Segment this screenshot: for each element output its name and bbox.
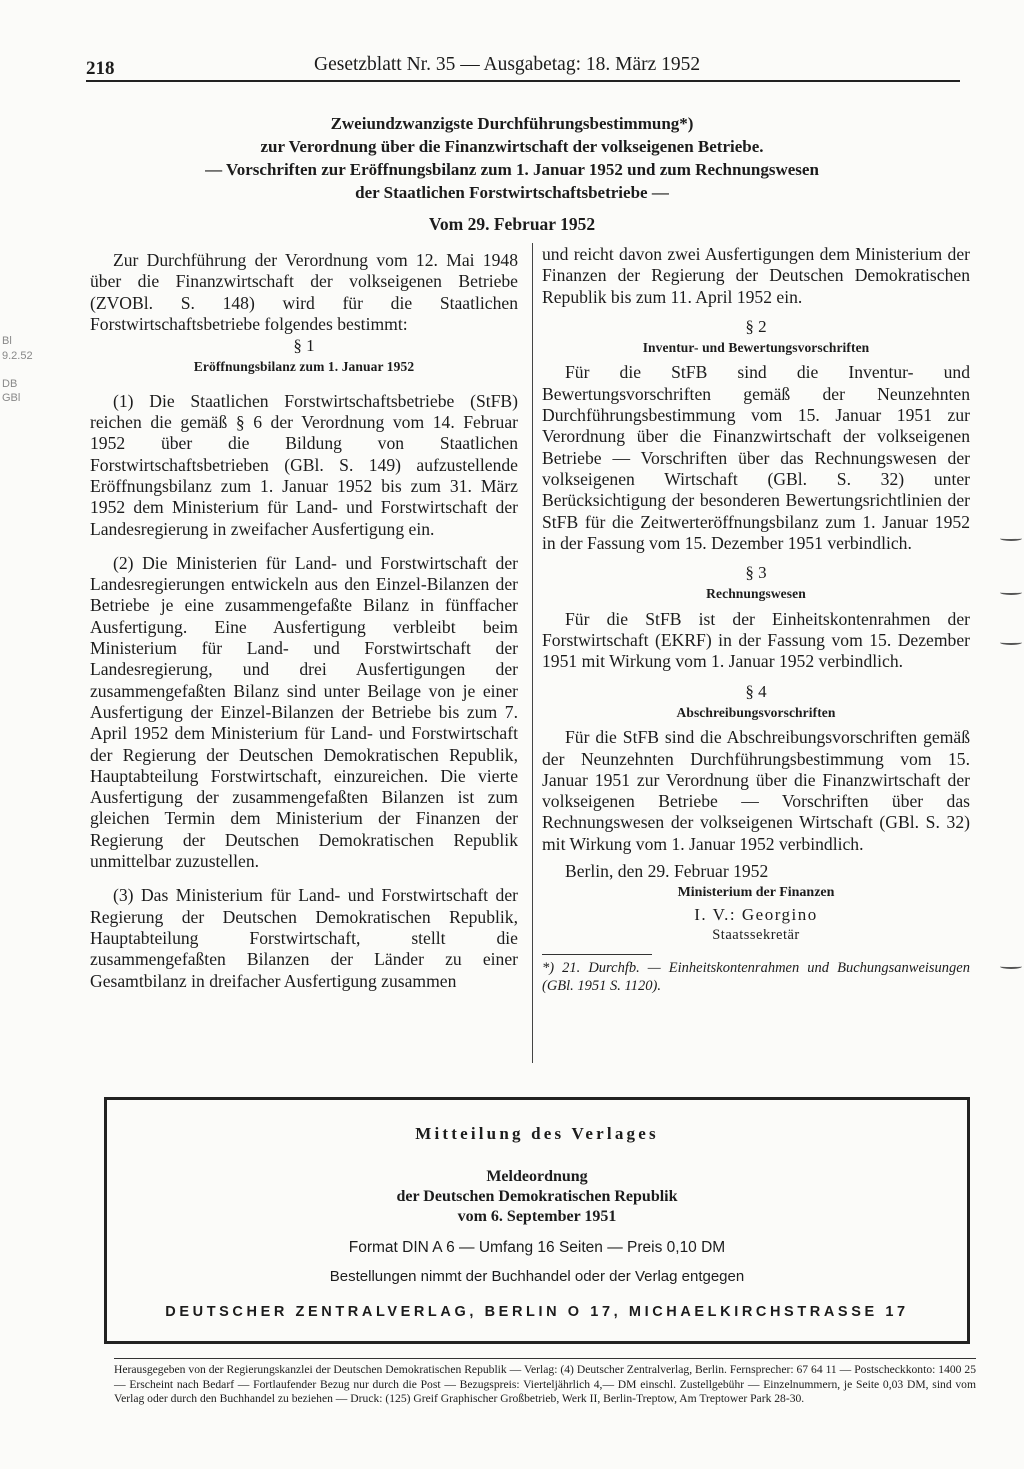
pencil-mark (1000, 536, 1022, 541)
title-line-2: zur Verordnung über die Finanzwirtschaft der volkseigenen Betriebe. (260, 137, 764, 156)
section-4-text: Für die StFB sind die Abschreibungsvorschriften gemäß der Neunzehnten Durchführungsbestimmung vom 15. Januar 1951 zur Verordnung über die Finanzwirtschaft der volkseigenen Betriebe — Vorschriften über das Rechnungswesen der volkseigenen Wirtschaft (GBl. S. 32) mit Wirkung vom 1. Januar 1952 verbindlich. (542, 727, 970, 854)
publisher-notice-box (104, 1097, 970, 1344)
footnote: *) 21. Durchfb. — Einheitskontenrahmen und Buchungsanweisungen (GBl. 1951 S. 1120). (542, 960, 970, 995)
signature-name: I. V.: Georgino (694, 904, 818, 924)
running-title: Gesetzblatt Nr. 35 — Ausgabetag: 18. März 1952 (314, 54, 701, 75)
section-3-number: § 3 (745, 563, 767, 583)
page-number: 218 (86, 58, 115, 79)
title-line-4: der Staatlichen Forstwirtschaftsbetriebe — (355, 183, 669, 202)
section-4-number: § 4 (745, 681, 767, 701)
section-1-paragraph-2: (2) Die Ministerien für Land- und Forstwirtschaft der Landesregierungen entwickeln aus den Einzel-Bilanzen der Betriebe je eine zusammengefaßte Bilanz in fünffacher Ausfertigung. Eine Ausfertigung verbleibt beim Ministerium für Land- und Forstwirtschaft der Landesregierung, und drei Ausfertigungen der zusammengefaßten Bilanz sind unter Beilage von je einer Ausfertigung der Einzel-Bilanzen der Betriebe bis zum 7. April 1952 dem Ministerium für Land- und Forstwirtschaft der Regierung der Deutschen Demokratischen Republik, Hauptabteilung Forstwirtschaft, einzureichen. Die vierte Ausfertigung der zusammengefaßten Bilanzen ist zum gleichen Termin dem Ministerium der Finanzen der Regierung der Deutschen Demokratischen Republik unmittelbar zuzustellen. (90, 552, 518, 872)
column-divider (532, 243, 533, 1063)
title-line-3: — Vorschriften zur Eröffnungsbilanz zum 1. Januar 1952 und zum Rechnungswesen (205, 160, 819, 179)
margin-note: GBl (2, 392, 21, 404)
section-1-number: § 1 (293, 336, 315, 356)
imprint: Herausgegeben von der Regierungskanzlei der Deutschen Demokratischen Republik — Verlag: (4) Deutscher Zentralverlag, Berlin. Fernsprecher: 67 64 11 — Postscheckkonto: 1400 25 — Erscheint nach Bedarf — Fortlaufender Bezug nur durch die Post — Bezugspreis: Vierteljährlich 4,— DM einschl. Zustellgebühr — Einzelnummern, je Seite 0,03 DM, sind vom Verlag oder durch den Buchhandel zu beziehen — Druck: (125) Greif Graphischer Großbetrieb, Werk II, Berlin-Treptow, Am Treptower Park 28-30. (114, 1358, 976, 1407)
notice-publisher: DEUTSCHER ZENTRALVERLAG, BERLIN O 17, MICHAELKIRCHSTRASSE 17 (165, 1304, 909, 1320)
page-header (86, 50, 960, 82)
intro-paragraph: Zur Durchführung der Verordnung vom 12. Mai 1948 über die Finanzwirtschaft der volkseigenen Betriebe (ZVOBl. S. 148) wird für die Staatlichen Forstwirtschaftsbetriebe folgendes bestimmt: (90, 250, 518, 334)
signature-ministry: Ministerium der Finanzen (677, 885, 835, 901)
notice-title-1: Meldeordnung (486, 1168, 588, 1185)
decree-date: Vom 29. Februar 1952 (428, 214, 596, 234)
section-3-heading: Rechnungswesen (706, 586, 806, 602)
section-1-paragraph-1: (1) Die Staatlichen Forstwirtschaftsbetriebe (StFB) reichen die gemäß § 6 der Verordnung vom 14. Februar 1952 über die Bildung von Staatlichen Forstwirtschaftsbetrieben (GBl. S. 149) aufzustellende Eröffnungsbilanz zum 1. Januar 1952 bis zum 31. März 1952 dem Ministerium für Land- und Forstwirtschaft der Landesregierung in zweifacher Ausfertigung ein. (90, 390, 518, 539)
pencil-mark (1000, 590, 1022, 595)
margin-note: Bl (2, 335, 12, 347)
section-2-number: § 2 (745, 316, 767, 336)
left-column (90, 250, 518, 992)
notice-orders: Bestellungen nimmt der Buchhandel oder der Verlag entgegen (329, 1268, 745, 1285)
pencil-mark (1000, 964, 1022, 969)
footnote-rule (542, 954, 652, 955)
notice-title-2: der Deutschen Demokratischen Republik (396, 1188, 678, 1205)
signature-title: Staatssekretär (712, 926, 800, 943)
section-2-heading: Inventur- und Bewertungsvorschriften (642, 340, 870, 356)
section-4-heading: Abschreibungsvorschriften (676, 704, 836, 720)
continuation-paragraph: und reicht davon zwei Ausfertigungen dem Ministerium der Finanzen der Regierung der Deutschen Demokratischen Republik bis zum 11. April 1952 ein. (542, 244, 970, 307)
margin-note: 9.2.52 (2, 350, 33, 362)
notice-title-3: vom 6. September 1951 (457, 1208, 617, 1225)
place-and-date: Berlin, den 29. Februar 1952 (565, 861, 769, 882)
right-column (542, 244, 970, 995)
title-line-1: Zweiundzwanzigste Durchführungsbestimmung*) (330, 114, 694, 133)
notice-heading: Mitteilung des Verlages (415, 1124, 659, 1143)
margin-note: DB (2, 378, 18, 390)
pencil-mark (1000, 640, 1022, 645)
section-1-paragraph-3: (3) Das Ministerium für Land- und Forstwirtschaft der Regierung der Deutschen Demokratischen Republik, Hauptabteilung Forstwirtschaft, stellt die zusammengefaßten Bilanzen der Länder zu einer Gesamtbilanz in dreifacher Ausfertigung zusammen (90, 885, 518, 991)
section-1-heading: Eröffnungsbilanz zum 1. Januar 1952 (193, 359, 415, 375)
section-3-text: Für die StFB ist der Einheitskontenrahmen der Forstwirtschaft (EKRF) in der Fassung vom 15. Dezember 1951 mit Wirkung vom 1. Januar 1952 verbindlich. (542, 608, 970, 672)
section-2-text: Für die StFB sind die Inventur- und Bewertungsvorschriften gemäß der Neunzehnten Durchführungsbestimmung vom 15. Januar 1951 zur Verordnung über die Finanzwirtschaft der volkseigenen Betriebe — Vorschriften über das Rechnungswesen der volkseigenen Wirtschaft (GBl. S. 32) unter Berücksichtigung der besonderen Bewertungsrichtlinien der StFB für die Zeitwerteröffnungsbilanz zum 1. Januar 1952 in der Fassung vom 15. Dezember 1951 verbindlich. (542, 362, 970, 553)
notice-format: Format DIN A 6 — Umfang 16 Seiten — Preis 0,10 DM (348, 1239, 726, 1256)
